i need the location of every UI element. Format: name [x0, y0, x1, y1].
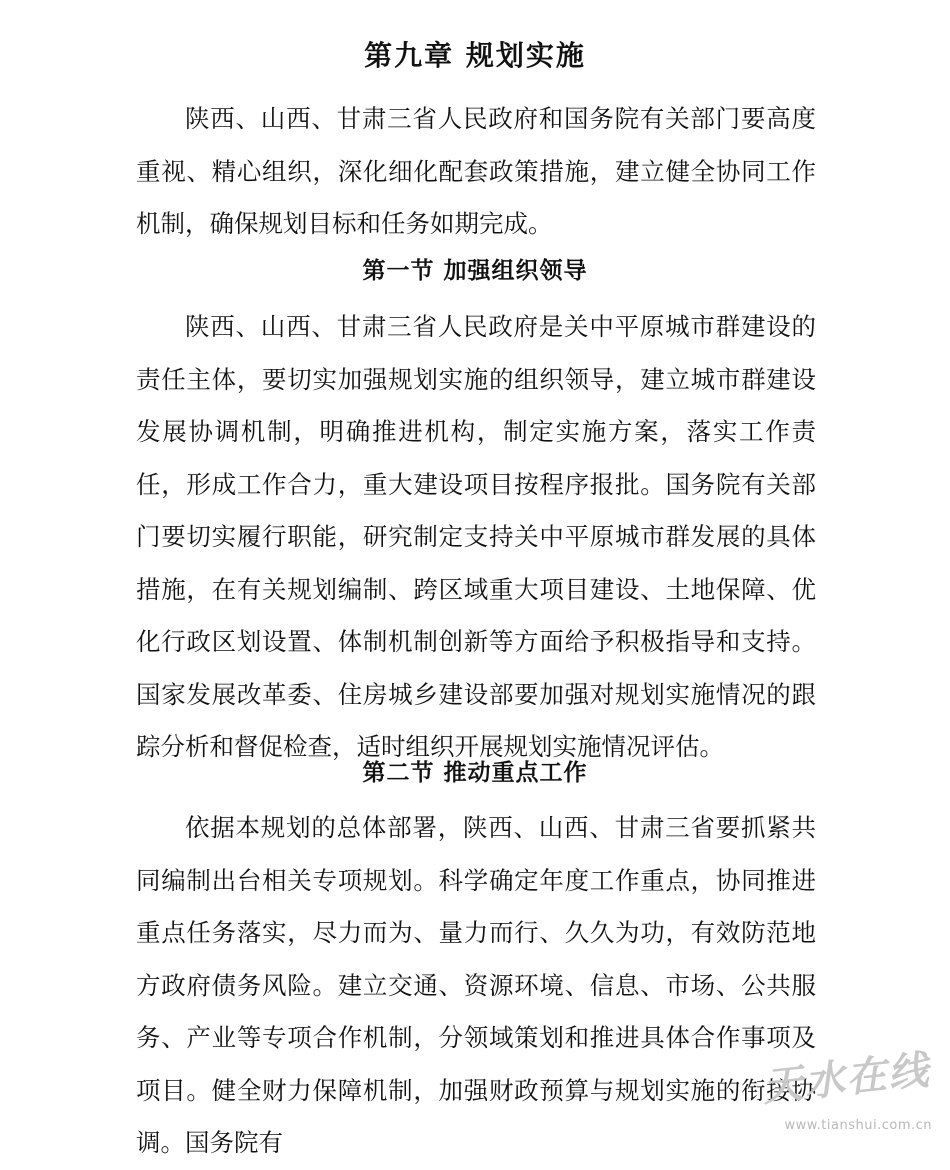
site-watermark [746, 1045, 936, 1135]
watermark-url: www.tianshui.com.cn [784, 1118, 932, 1133]
watermark-logo: 天水在线 [760, 1047, 933, 1111]
intro-paragraph: 陕西、山西、甘肃三省人民政府和国务院有关部门要高度重视、精心组织，深化细化配套政策措施，建立健全协同工作机制，确保规划目标和任务如期完成。 [136, 104, 816, 238]
section-title-1: 第一节 加强组织领导 [362, 257, 588, 284]
section-paragraph-2: 依据本规划的总体部署，陕西、山西、甘肃三省要抓紧共同编制出台相关专项规划。科学确定年度工作重点，协同推进重点任务落实，尽力而为、量力而行、久久为功，有效防范地方政府债务风险。建立交通、资源环境、信息、市场、公共服务、产业等专项合作机制，分领域策划和推进具体合作事项及项目。健全财力保障机制，加强财政预算与规划实施的衔接协调。国务院有 [136, 813, 816, 1157]
section-title-2: 第二节 推动重点工作 [362, 759, 588, 786]
section-paragraph-1: 陕西、山西、甘肃三省人民政府是关中平原城市群建设的责任主体，要切实加强规划实施的组织领导，建立城市群建设发展协调机制，明确推进机构，制定实施方案，落实工作责任，形成工作合力，重大建设项目按程序报批。国务院有关部门要切实履行职能，研究制定支持关中平原城市群发展的具体措施，在有关规划编制、跨区域重大项目建设、土地保障、优化行政区划设置、体制机制创新等方面给予积极指导和支持。国家发展改革委、住房城乡建设部要加强对规划实施情况的跟踪分析和督促检查，适时组织开展规划实施情况评估。 [136, 312, 816, 761]
chapter-title: 第九章 规划实施 [364, 39, 586, 72]
